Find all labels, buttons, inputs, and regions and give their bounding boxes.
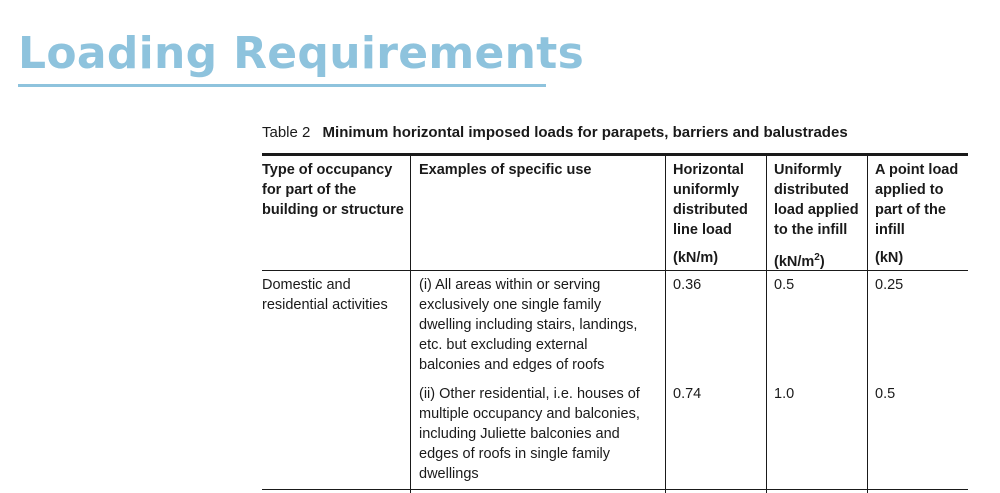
example-line: including Juliette balconies and: [419, 426, 620, 442]
unit-superscript: 2: [814, 252, 820, 263]
header-line: building or structure: [262, 202, 404, 218]
row-2-example: [419, 384, 664, 484]
column-divider: [410, 156, 411, 493]
row-1-example: [419, 275, 664, 375]
header-examples: [419, 160, 659, 180]
header-line: uniformly: [673, 182, 740, 198]
header-line: Type of occupancy: [262, 162, 393, 178]
example-line: (i) All areas within or serving: [419, 277, 601, 293]
row-1-infill-udl: 0.5: [774, 277, 795, 293]
example-line: dwelling including stairs, landings,: [419, 317, 638, 333]
unit-point-load: (kN): [875, 250, 904, 266]
header-line: load applied: [774, 202, 859, 218]
header-line: Uniformly: [774, 162, 842, 178]
example-line: balconies and edges of roofs: [419, 357, 605, 373]
column-divider: [665, 156, 666, 493]
header-line: A point load: [875, 162, 959, 178]
table-header-rule: [262, 270, 968, 271]
header-line: distributed: [774, 182, 849, 198]
unit-base: (kN/m: [774, 253, 815, 270]
header-infill-udl: [774, 160, 864, 240]
occupancy-line: residential activities: [262, 297, 388, 313]
title-underline: [18, 84, 546, 87]
header-line: Examples of specific use: [419, 162, 592, 178]
page-title: Loading Requirements: [18, 28, 585, 79]
unit-infill-udl: [774, 248, 825, 272]
row-2-line-load: 0.74: [673, 386, 702, 402]
occupancy-domestic: [262, 275, 410, 315]
row-1-line-load: 0.36: [673, 277, 702, 293]
header-line: applied to: [875, 182, 944, 198]
table-caption-text: Minimum horizontal imposed loads for parapets, barriers and balustrades: [322, 124, 848, 141]
example-line: (ii) Other residential, i.e. houses of: [419, 386, 640, 402]
header-line: line load: [673, 222, 732, 238]
example-line: exclusively one single family: [419, 297, 602, 313]
table-number: Table 2: [262, 124, 311, 141]
example-line: edges of roofs in single family: [419, 446, 611, 462]
header-line-load: [673, 160, 763, 240]
header-line: to the infill: [774, 222, 848, 238]
header-line: part of the: [875, 202, 946, 218]
table-top-rule: [262, 153, 968, 156]
example-line: multiple occupancy and balconies,: [419, 406, 640, 422]
row-2-point-load: 0.5: [875, 386, 896, 402]
column-divider: [867, 156, 868, 493]
occupancy-line: Domestic and: [262, 277, 351, 293]
header-line: infill: [875, 222, 905, 238]
row-2-infill-udl: 1.0: [774, 386, 795, 402]
header-line: distributed: [673, 202, 748, 218]
header-occupancy: [262, 160, 406, 220]
header-point-load: [875, 160, 967, 240]
unit-close: ): [819, 253, 825, 270]
header-line: Horizontal: [673, 162, 744, 178]
example-line: dwellings: [419, 466, 479, 482]
unit-line-load: (kN/m): [673, 250, 719, 266]
row-1-point-load: 0.25: [875, 277, 904, 293]
example-line: etc. but excluding external: [419, 337, 588, 353]
header-line: for part of the: [262, 182, 357, 198]
table-bottom-rule: [262, 489, 968, 490]
table-caption: [262, 124, 848, 141]
column-divider: [766, 156, 767, 493]
